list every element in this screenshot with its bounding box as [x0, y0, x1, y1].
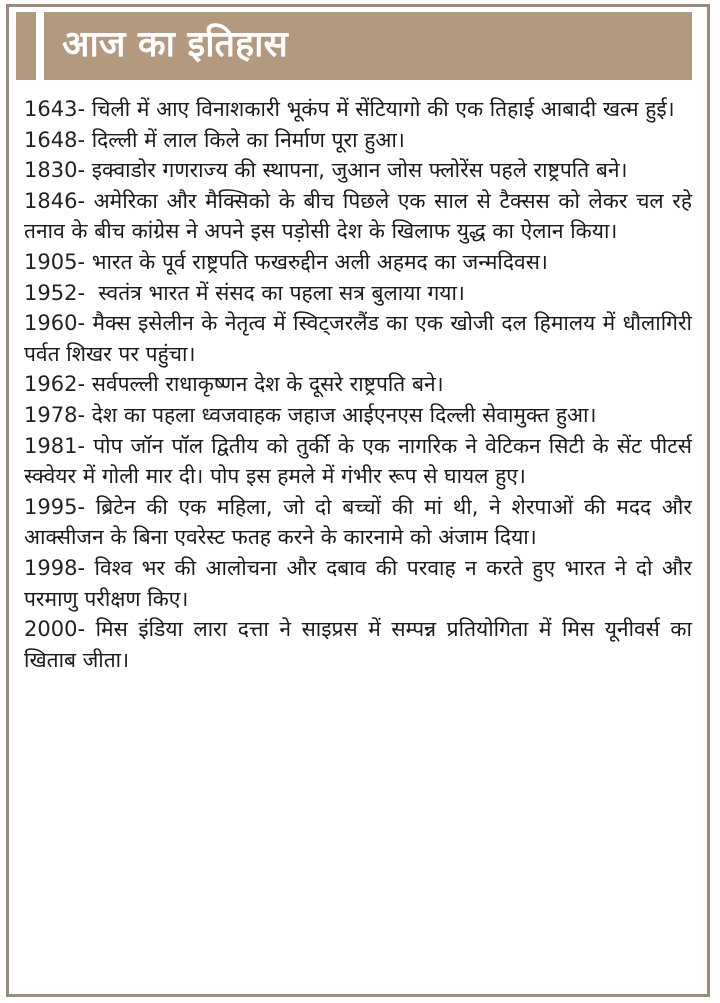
entry-separator: -: [77, 249, 92, 274]
entry-year: 2000: [24, 617, 78, 642]
history-entries-list: [24, 94, 692, 675]
entry-separator: -: [77, 617, 96, 642]
page-title: आज का इतिहास: [62, 24, 288, 65]
entry-separator: -: [77, 494, 96, 519]
entry-separator: -: [77, 158, 92, 183]
entry-separator: -: [77, 188, 94, 213]
entry-year: 1648: [24, 127, 78, 152]
entry-separator: -: [77, 97, 92, 121]
history-entry: [24, 94, 692, 125]
entry-year: 1998: [24, 555, 78, 580]
entry-year: 1905: [24, 249, 78, 274]
entry-text: चिली में आए विनाशकारी भूकंप में सेंटियागो की एक तिहाई आबादी खत्म हुई।: [91, 97, 675, 121]
history-entry: [24, 247, 692, 278]
entry-separator: -: [77, 372, 92, 397]
entry-text: सर्वपल्ली राधाकृष्णन देश के दूसरे राष्ट्रपति बने।: [91, 372, 444, 397]
history-entry: [24, 125, 692, 156]
history-entry: [24, 400, 692, 431]
entry-text: मिस इंडिया लारा दत्ता ने साइप्रस में सम्पन्न प्रतियोगिता में मिस यूनीवर्स का खिताब जीता।: [24, 617, 692, 672]
entry-text: विश्व भर की आलोचना और दबाव की परवाह न करते हुए भारत ने दो और परमाणु परीक्षण किए।: [24, 555, 692, 611]
entry-text: देश का पहला ध्वजवाहक जहाज आईएनएस दिल्ली सेवामुक्त हुआ।: [91, 402, 597, 427]
entry-text: भारत के पूर्व राष्ट्रपति फखरुद्दीन अली अहमद का जन्मदिवस।: [91, 249, 548, 274]
history-entry: [24, 369, 692, 400]
history-entry: [24, 278, 692, 309]
history-entry: [24, 492, 692, 553]
entry-text: दिल्ली में लाल किले का निर्माण पूरा हुआ।: [91, 127, 405, 152]
title-banner: [16, 12, 692, 80]
history-entry: [24, 308, 692, 369]
entry-year: 1846: [24, 188, 78, 213]
entry-text: पोप जॉन पॉल द्वितीय को तुर्की के एक नागरिक ने वेटिकन सिटी के सेंट पीटर्स स्क्वेयर में गोली मार दी। पोप इस हमले में गंभीर रूप से घायल हुए।: [24, 433, 692, 489]
entry-separator: -: [77, 280, 99, 305]
entry-separator: -: [77, 311, 93, 336]
title-accent-bar: [36, 12, 44, 80]
entry-year: 1978: [24, 402, 78, 427]
entry-year: 1960: [24, 311, 78, 336]
history-entry: [24, 614, 692, 675]
entry-year: 1830: [24, 158, 78, 183]
history-entry: [24, 553, 692, 614]
entry-text: इक्वाडोर गणराज्य की स्थापना, जुआन जोस फ्लोरेंस पहले राष्ट्रपति बने।: [91, 158, 628, 183]
entry-year: 1643: [24, 97, 78, 121]
entry-separator: -: [77, 127, 92, 152]
history-entry: [24, 186, 692, 247]
entry-text: स्वतंत्र भारत में संसद का पहला सत्र बुलाया गया।: [98, 280, 465, 305]
history-entry: [24, 431, 692, 492]
entry-separator: -: [77, 433, 94, 458]
entry-text: ब्रिटेन की एक महिला, जो दो बच्चों की मां थी, ने शेरपाओं की मदद और आक्सीजन के बिना एवरेस्ट फतह करने के कारनामे को अंजाम दिया।: [24, 494, 692, 550]
entry-separator: -: [77, 555, 95, 580]
entry-text: मैक्स इसेलीन के नेतृत्व में स्विट्जरलैंड का एक खोजी दल हिमालय में धौलागिरी पर्वत शिखर पर पहुंचा।: [24, 311, 692, 366]
entry-text: अमेरिका और मैक्सिको के बीच पिछले एक साल से टैक्सस को लेकर चल रहे तनाव के बीच कांग्रेस ने अपने इस पड़ोसी देश के खिलाफ युद्ध का ऐलान किया।: [24, 188, 692, 244]
entry-year: 1962: [24, 372, 78, 397]
history-entry: [24, 155, 692, 186]
entry-year: 1981: [24, 433, 78, 458]
entry-year: 1952: [24, 280, 78, 305]
entry-year: 1995: [24, 494, 78, 519]
entry-separator: -: [77, 402, 92, 427]
